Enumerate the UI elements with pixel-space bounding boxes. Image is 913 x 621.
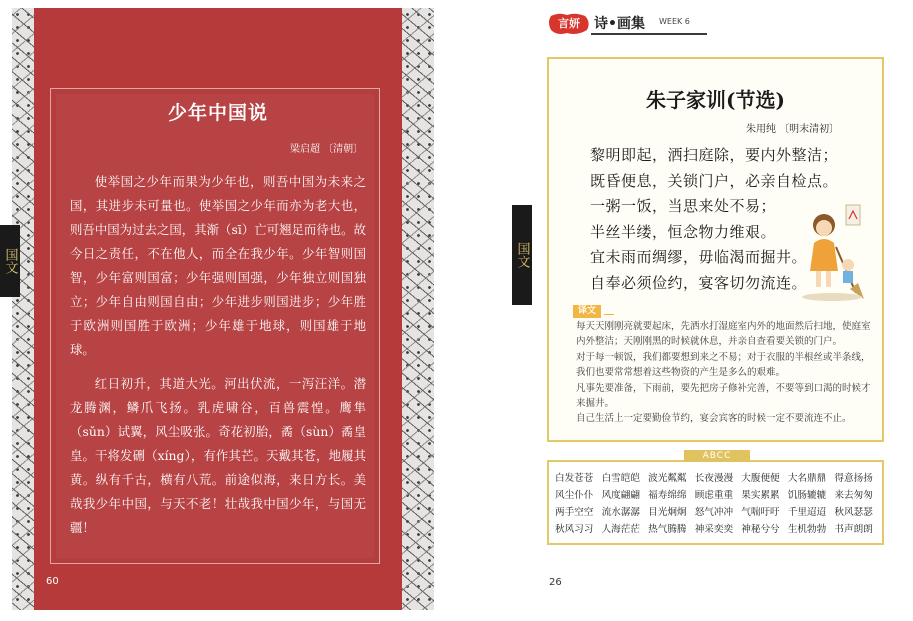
left-page-number: 60 xyxy=(46,576,59,587)
word-item: 大名鼎鼎 xyxy=(787,473,827,484)
word-item: 秋风习习 xyxy=(555,524,594,535)
right-page-author: 朱用纯 〔明末清初〕 xyxy=(746,124,840,135)
word-item: 秋风瑟瑟 xyxy=(834,507,873,518)
word-item: 热气腾腾 xyxy=(648,524,687,535)
week-label: WEEK 6 xyxy=(659,17,690,26)
abcc-label: ABCC xyxy=(684,450,750,462)
left-page-body xyxy=(70,170,366,550)
series-title: 诗•画集 xyxy=(594,16,645,32)
word-item: 两手空空 xyxy=(555,507,594,518)
right-page-number: 26 xyxy=(549,577,562,588)
word-item: 风度翩翩 xyxy=(601,490,640,501)
translation-label: 译文 xyxy=(573,305,601,318)
poem-line: 自奉必须俭约，宴客切勿流连。 xyxy=(590,273,808,292)
poem-line: 既昏便息，关锁门户，必亲自检点。 xyxy=(590,171,839,190)
right-page-title: 朱子家训(节选) xyxy=(646,88,785,112)
word-item: 大腹便便 xyxy=(741,473,780,484)
poem-text xyxy=(590,143,838,296)
word-item: 目光炯炯 xyxy=(648,507,687,518)
right-side-tab: 国文 xyxy=(512,205,532,305)
left-side-tab: 国文 xyxy=(0,225,20,297)
header-underline xyxy=(591,33,707,35)
poem-line: 黎明即起，洒扫庭除，要内外整洁； xyxy=(590,146,839,164)
word-item: 福寿绵绵 xyxy=(648,490,687,501)
translation-line: 凡事先要准备，下雨前，要先把房子修补完善，不要等到口渴的时候才来掘井。 xyxy=(576,382,871,410)
word-item: 白雪皑皑 xyxy=(601,473,640,484)
word-item: 神秘兮兮 xyxy=(741,524,780,535)
word-item: 书声朗朗 xyxy=(834,524,873,535)
translation-text xyxy=(576,319,872,427)
word-item: 人海茫茫 xyxy=(601,524,640,535)
left-paragraph-2: 红日初升，其道大光。河出伏流，一泻汪洋。潜龙腾渊，鳞爪飞扬。乳虎啸谷，百兽震惶。鹰隼（sǔn）试翼，风尘吸张。奇花初胎，矞（sùn）矞皇皇。干将发硎（xíng），有作其芒。天戴其苍，地履其黄。纵有千古，横有八荒。前途似海，来日方长。美哉我少年中国，与天不老！壮哉我中国少年，与国无疆！ xyxy=(70,376,366,535)
word-item: 长夜漫漫 xyxy=(694,473,734,484)
word-item: 怒气冲冲 xyxy=(694,507,734,518)
word-item: 顾虑重重 xyxy=(694,490,734,501)
word-item: 饥肠辘辘 xyxy=(787,490,827,501)
left-page-author: 梁启超 〔清朝〕 xyxy=(290,144,364,155)
word-item: 得意扬扬 xyxy=(834,473,873,484)
translation-label-decoration xyxy=(604,309,614,315)
abcc-words-grid xyxy=(555,473,881,536)
translation-line: 对于每一顿饭，我们都要想到来之不易；对于衣服的半根丝或半条线，我们也要常常想着这些物资的产生是多么的艰难。 xyxy=(576,351,871,379)
word-item: 果实累累 xyxy=(741,490,780,501)
poem-line: 一粥一饭，当思来处不易； xyxy=(590,197,777,215)
word-item: 气喘吁吁 xyxy=(741,507,780,518)
word-item: 来去匆匆 xyxy=(834,490,873,501)
left-page-title: 少年中国说 xyxy=(167,102,268,124)
girl-sweeping-illustration-icon xyxy=(802,203,868,303)
word-item: 生机勃勃 xyxy=(787,524,827,535)
translation-line: 自己生活上一定要勤俭节约，宴会宾客的时候一定不要流连不止。 xyxy=(576,413,852,425)
brand-logo-text: 言妍 xyxy=(558,17,580,30)
word-item: 流水潺潺 xyxy=(601,507,640,518)
word-item: 波光粼粼 xyxy=(648,473,687,484)
poem-line: 半丝半缕，恒念物力维艰。 xyxy=(590,222,777,241)
word-item: 神采奕奕 xyxy=(694,524,734,535)
word-item: 千里迢迢 xyxy=(787,507,827,518)
word-item: 风尘仆仆 xyxy=(555,490,594,501)
translation-line: 每天天刚刚亮就要起床，先洒水打湿庭室内外的地面然后扫地，使庭室内外整洁；天刚刚黑的时候就休息，并亲自查看要关锁的门户。 xyxy=(576,321,871,348)
left-paragraph-1: 使举国之少年而果为少年也，则吾中国为未来之国，其进步未可量也。使举国之少年而亦为老大也，则吾中国为过去之国，其渐（sī）亡可翘足而待也。故今日之责任，不在他人，而全在我少年。少年智则国智，少年富则国富；少年强则国强，少年独立则国独立；少年自由则国自由；少年进步则国进步；少年胜于欧洲则国胜于欧洲；少年雄于地球，则国雄于地球。 xyxy=(70,174,366,357)
poem-line: 宜未雨而绸缪，毋临渴而掘井。 xyxy=(590,248,808,266)
word-item: 白发苍苍 xyxy=(555,473,594,484)
